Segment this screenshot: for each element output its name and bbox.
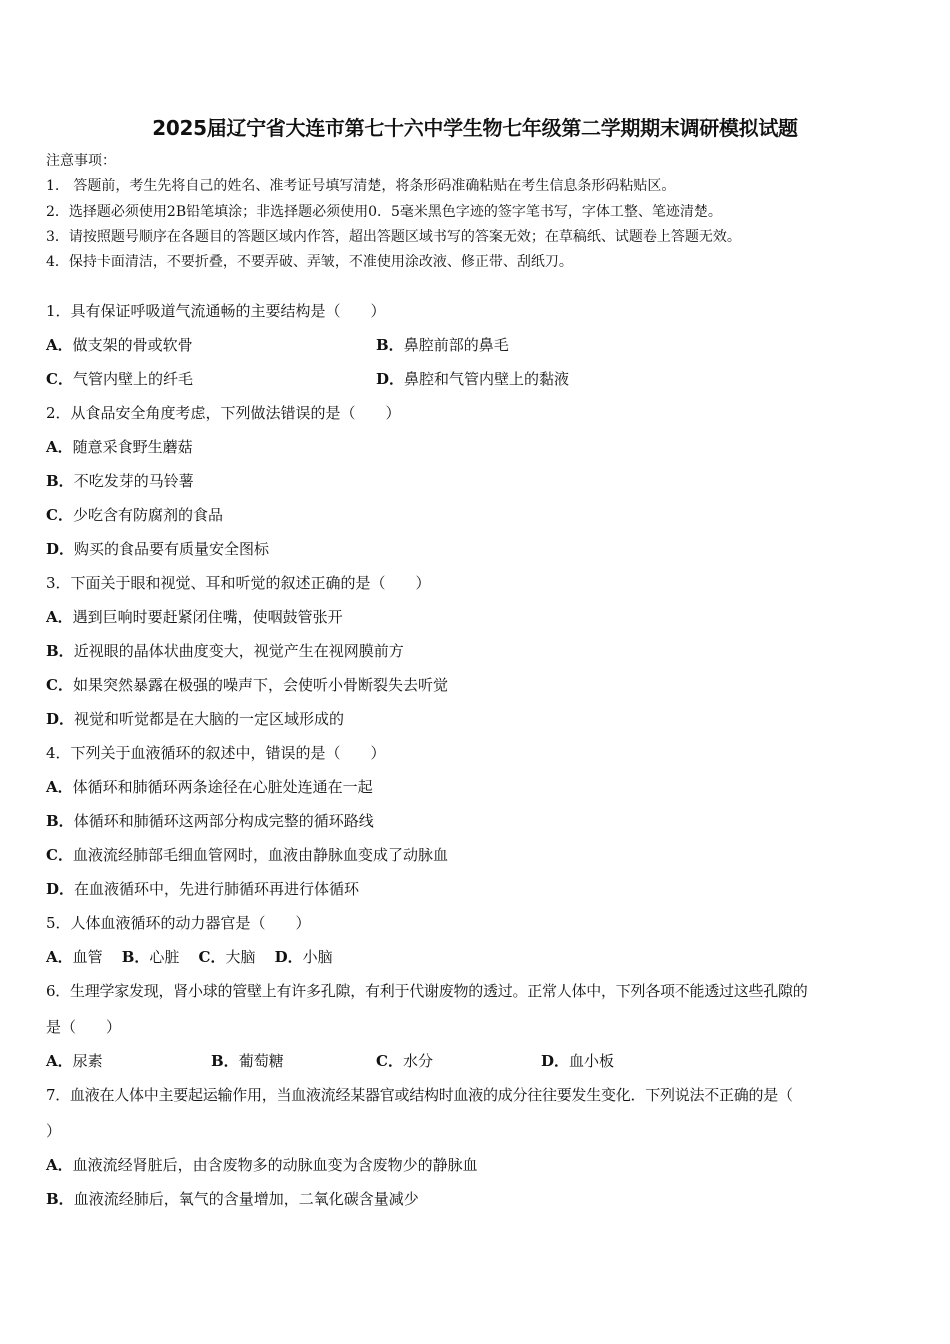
question-3-option-a [46, 607, 343, 627]
option-letter: A． [46, 438, 73, 456]
option-letter: D． [46, 540, 75, 558]
question-3-option-c [46, 675, 448, 695]
option-letter: D． [274, 948, 303, 966]
question-3-option-d [46, 709, 344, 729]
option-letter: A． [46, 778, 73, 796]
notice-item-1: 1. 答题前，考生先将自己的姓名、准考证号填写清楚，将条形码准确粘贴在考生信息条形码粘贴区。 [46, 178, 676, 194]
option-letter: B． [46, 472, 74, 490]
notice-item-4: 4．保持卡面清洁，不要折叠，不要弄破、弄皱，不准使用涂改液、修正带、刮纸刀。 [46, 254, 573, 270]
option-text: 血小板 [569, 1052, 615, 1070]
question-4-option-b [46, 811, 374, 831]
notice-item-2: 2．选择题必须使用2B铅笔填涂；非选择题必须使用0．5毫米黑色字迹的签字笔书写，字体工整、笔迹清楚。 [46, 204, 722, 220]
question-3-option-b [46, 641, 404, 661]
exam-title: 2025届辽宁省大连市第七十六中学生物七年级第二学期期末调研模拟试题 [152, 116, 798, 140]
question-1-option-d [376, 369, 569, 389]
option-text: 如果突然暴露在极强的噪声下，会使听小骨断裂失去听觉 [72, 676, 448, 694]
option-letter: B． [121, 948, 150, 966]
option-text: 做支架的骨或软骨 [72, 336, 193, 354]
option-letter: A． [46, 608, 73, 626]
option-text: 心脏 [149, 948, 180, 966]
option-text: 小脑 [302, 948, 333, 966]
question-1-option-c [46, 369, 193, 389]
option-text: 葡萄糖 [238, 1052, 284, 1070]
option-letter: B． [211, 1052, 239, 1070]
notice-item-3: 3．请按照题号顺序在各题目的答题区域内作答，超出答题区域书写的答案无效；在草稿纸、试题卷上答题无效。 [46, 229, 741, 245]
option-letter: B． [46, 1190, 74, 1208]
option-text: 遇到巨响时要赶紧闭住嘴，使咽鼓管张开 [72, 608, 343, 626]
question-1-option-a [46, 335, 193, 355]
question-3-stem: 3．下面关于眼和视觉、耳和听觉的叙述正确的是（ ） [46, 574, 431, 592]
question-7-option-a [46, 1155, 478, 1175]
question-2-option-c [46, 505, 223, 525]
option-letter: C． [46, 676, 73, 694]
option-letter: D． [541, 1052, 570, 1070]
option-letter: A． [46, 1052, 73, 1070]
question-4-option-c [46, 845, 448, 865]
option-letter: B． [46, 812, 74, 830]
question-5-stem: 5．人体血液循环的动力器官是（ ） [46, 914, 311, 932]
option-text: 血液流经肾脏后，由含废物多的动脉血变为含废物少的静脉血 [72, 1156, 478, 1174]
option-text: 血液流经肺部毛细血管网时，血液由静脉血变成了动脉血 [72, 846, 448, 864]
option-text: 鼻腔和气管内壁上的黏液 [404, 370, 570, 388]
option-text: 不吃发芽的马铃薯 [73, 472, 194, 490]
option-letter: A． [46, 336, 73, 354]
option-letter: C． [46, 370, 73, 388]
option-text: 气管内壁上的纤毛 [72, 370, 193, 388]
question-2-option-a [46, 437, 193, 457]
option-text: 大脑 [225, 948, 256, 966]
question-2-option-d [46, 539, 269, 559]
question-6-option-c [376, 1051, 433, 1071]
option-text: 近视眼的晶体状曲度变大，视觉产生在视网膜前方 [73, 642, 404, 660]
question-4-option-d [46, 879, 359, 899]
option-letter: C． [46, 846, 73, 864]
question-2-stem: 2．从食品安全角度考虑，下列做法错误的是（ ） [46, 404, 401, 422]
option-letter: C． [376, 1052, 403, 1070]
option-text: 随意采食野生蘑菇 [72, 438, 193, 456]
option-text: 水分 [402, 1052, 433, 1070]
question-2-option-b [46, 471, 194, 491]
question-6-stem-line-2: 是（ ） [46, 1018, 122, 1036]
question-4-option-a [46, 777, 373, 797]
question-6-option-b [211, 1051, 284, 1071]
option-text: 血管 [72, 948, 103, 966]
question-4-stem: 4．下列关于血液循环的叙述中，错误的是（ ） [46, 744, 386, 762]
question-1-stem: 1．具有保证呼吸道气流通畅的主要结构是（ ） [46, 302, 386, 320]
question-6-option-a [46, 1051, 103, 1071]
option-letter: B． [376, 336, 404, 354]
option-text: 尿素 [72, 1052, 103, 1070]
option-letter: D． [376, 370, 405, 388]
option-text: 购买的食品要有质量安全图标 [74, 540, 270, 558]
question-5-options [46, 947, 333, 967]
option-letter: D． [46, 880, 75, 898]
option-text: 在血液循环中，先进行肺循环再进行体循环 [74, 880, 360, 898]
option-letter: C． [46, 506, 73, 524]
option-text: 鼻腔前部的鼻毛 [403, 336, 509, 354]
option-text: 视觉和听觉都是在大脑的一定区域形成的 [74, 710, 345, 728]
question-6-option-d [541, 1051, 614, 1071]
question-1-option-b [376, 335, 509, 355]
question-7-stem-line-1: 7．血液在人体中主要起运输作用，当血液流经某器官或结构时血液的成分往往要发生变化．下列说法不正确的是（ [46, 1086, 793, 1104]
question-7-option-b [46, 1189, 419, 1209]
option-letter: C． [198, 948, 226, 966]
notice-heading: 注意事项： [46, 153, 116, 169]
option-letter: D． [46, 710, 75, 728]
question-6-stem-line-1: 6．生理学家发现，肾小球的管壁上有许多孔隙，有利于代谢废物的透过。正常人体中，下列各项不能透过这些孔隙的 [46, 982, 808, 1000]
question-7-stem-line-2: ） [46, 1122, 62, 1140]
option-text: 血液流经肺后，氧气的含量增加，二氧化碳含量减少 [73, 1190, 419, 1208]
option-letter: A． [46, 1156, 73, 1174]
option-letter: B． [46, 642, 74, 660]
option-letter: A． [46, 948, 73, 966]
option-text: 体循环和肺循环这两部分构成完整的循环路线 [73, 812, 374, 830]
option-text: 体循环和肺循环两条途径在心脏处连通在一起 [72, 778, 373, 796]
option-text: 少吃含有防腐剂的食品 [72, 506, 223, 524]
